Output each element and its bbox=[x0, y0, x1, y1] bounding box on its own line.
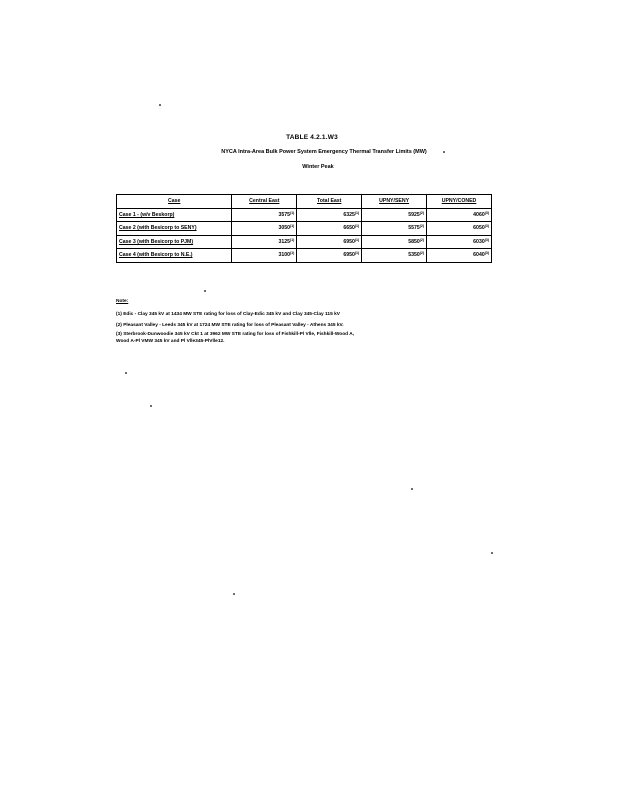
case-label: Case 2 (with Besicorp to SENY) bbox=[117, 222, 232, 236]
column-header-case: Case bbox=[117, 195, 232, 209]
scan-speck bbox=[125, 372, 127, 374]
table-cell: 6050$^{(3)}$ bbox=[427, 222, 492, 236]
note-item: (2) Pleasant Valley - Leeds 345 kV at 1724 MW STE rating for loss of Pleasant Valley - Athens 345 kV. bbox=[116, 323, 344, 328]
table-cell: 3125$^{(1)}$ bbox=[232, 235, 297, 249]
note-item: (1) Edic - Clay 345 kV at 1434 MW STE rating for loss of Clay-Edic 345 kV and Clay 345-Clay 115 kV bbox=[116, 312, 340, 317]
table-cell: 3575$^{(1)}$ bbox=[232, 208, 297, 222]
table-cell: 6030$^{(3)}$ bbox=[427, 235, 492, 249]
note-item-continuation: Wood A-Pl VMW 345 kV and Pl Vlle345-PlVlle12. bbox=[116, 339, 225, 344]
table-header-row bbox=[117, 195, 492, 209]
column-header-central-east: Central East bbox=[232, 195, 297, 209]
table-subtitle: Winter Peak bbox=[302, 164, 334, 170]
table-number: TABLE 4.2.1.W3 bbox=[286, 134, 338, 141]
case-label: Case 3 (with Besicorp to PJM) bbox=[117, 235, 232, 249]
table-cell: 3100$^{(1)}$ bbox=[232, 249, 297, 263]
table-cell: 3050$^{(1)}$ bbox=[232, 222, 297, 236]
table-cell: 6325$^{(1)}$ bbox=[297, 208, 362, 222]
table-cell: 6040$^{(3)}$ bbox=[427, 249, 492, 263]
table-row bbox=[117, 208, 492, 222]
scan-speck bbox=[204, 290, 206, 292]
scan-speck bbox=[411, 488, 413, 490]
table-row bbox=[117, 222, 492, 236]
transfer-limits-table bbox=[116, 194, 492, 263]
scan-speck bbox=[491, 552, 493, 554]
scan-speck bbox=[233, 593, 235, 595]
table-cell: 6950$^{(1)}$ bbox=[297, 249, 362, 263]
notes-heading: Note: bbox=[116, 299, 129, 304]
column-header-upny-coned: UPNY/CONED bbox=[427, 195, 492, 209]
notes-section bbox=[116, 296, 496, 345]
table-cell: 5850$^{(2)}$ bbox=[362, 235, 427, 249]
table-cell: 5350$^{(2)}$ bbox=[362, 249, 427, 263]
table-row bbox=[117, 235, 492, 249]
case-label: Case 4 (with Besicorp to N.E.) bbox=[117, 249, 232, 263]
scan-speck bbox=[443, 151, 445, 153]
table-title: NYCA Intra-Area Bulk Power System Emergency Thermal Transfer Limits (MW) bbox=[221, 149, 427, 155]
case-label: Case 1 - (w/v Beskorp) bbox=[117, 208, 232, 222]
scan-speck bbox=[159, 104, 161, 106]
table-cell: 6650$^{(1)}$ bbox=[297, 222, 362, 236]
table-row bbox=[117, 249, 492, 263]
column-header-upny-seny: UPNY/SENY bbox=[362, 195, 427, 209]
column-header-total-east: Total East bbox=[297, 195, 362, 209]
table-cell: 4060$^{(3)}$ bbox=[427, 208, 492, 222]
note-item: (3) Sterbrook-Dunwoodie 345 kV Ckt 1 at 3962 MW STE rating for loss of Fishkill-Pl Vlle, Fishkill-Wood A, bbox=[116, 332, 355, 337]
table-cell: 6950$^{(1)}$ bbox=[297, 235, 362, 249]
table-cell: 5925$^{(2)}$ bbox=[362, 208, 427, 222]
scan-speck bbox=[150, 405, 152, 407]
table-cell: 5575$^{(2)}$ bbox=[362, 222, 427, 236]
